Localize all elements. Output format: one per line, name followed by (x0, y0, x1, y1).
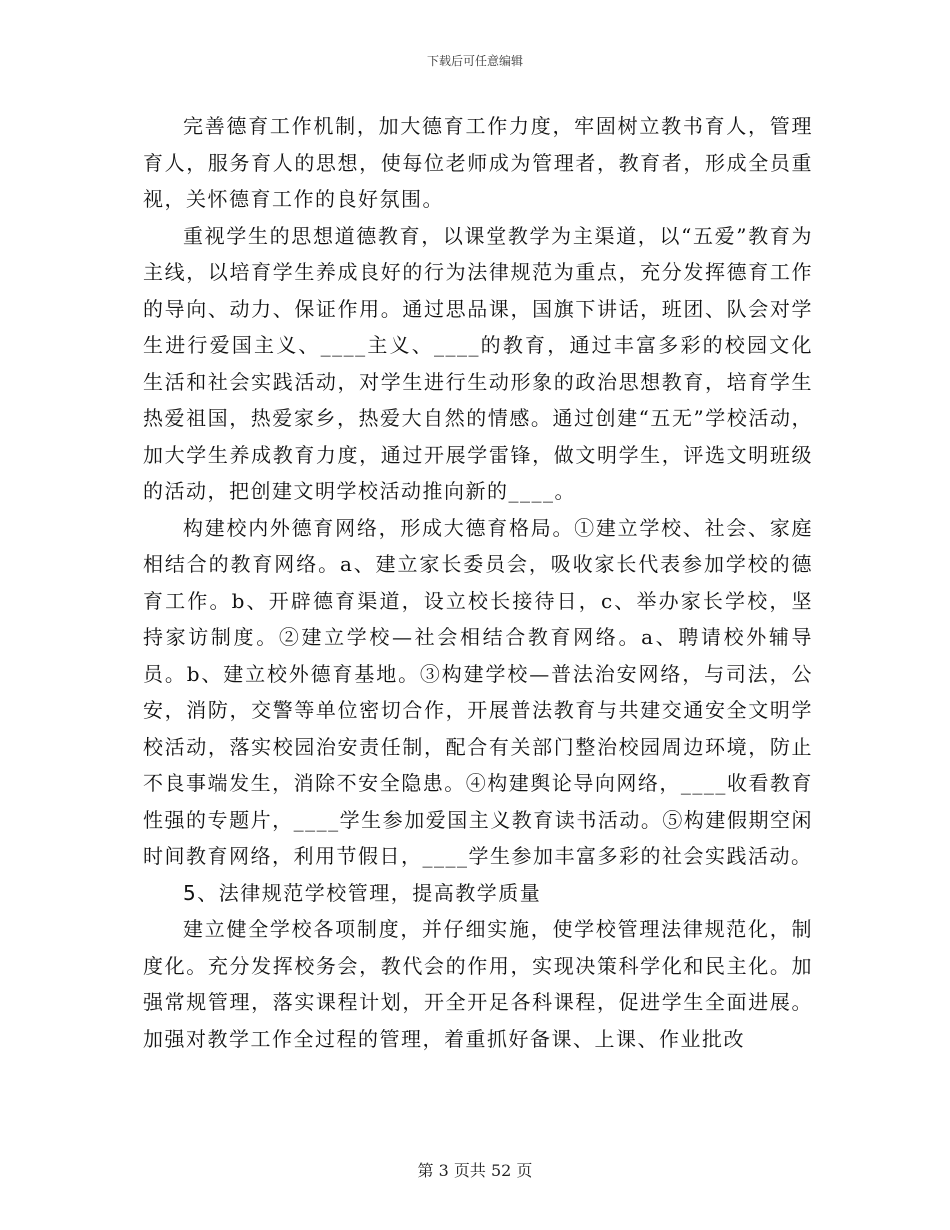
page-header: 下载后可任意编辑 (426, 54, 523, 68)
paragraph-moral-network: 构建校内外德育网络，形成大德育格局。①建立学校、社会、家庭相结合的教育网络。a、建立家长委员会，吸收家长代表参加学校的德育工作。b、开辟德育渠道，设立校长接待日，c、举办家长学校，坚持家访制度。②建立学校—社会相结合教育网络。a、聘请校外辅导员。b、建立校外德育基地。③构建学校—普法治安网络，与司法，公安，消防，交警等单位密切合作，开展普法教育与共建交通安全文明学校活动，落实校园治安责任制，配合有关部门整治校园周边环境，防止不良事端发生，消除不安全隐患。④构建舆论导向网络，____收看教育性强的专题片，____学生参加爱国主义教育读书活动。⑤构建假期空闲时间教育网络，利用节假日，____学生参加丰富多彩的社会实践活动。 (143, 515, 813, 868)
paragraph-moral-mechanism: 完善德育工作机制，加大德育工作力度，牢固树立教书育人，管理育人，服务育人的思想，使每位老师成为管理者，教育者，形成全员重视，关怀德育工作的良好氛围。 (143, 114, 813, 211)
section-heading-management: 5、法律规范学校管理，提高教学质量 (183, 880, 542, 905)
paragraph-moral-education: 重视学生的思想道德教育，以课堂教学为主渠道，以“五爱”教育为主线，以培育学生养成良好的行为法律规范为重点，充分发挥德育工作的导向、动力、保证作用。通过思品课，国旗下讲话，班团、队会对学生进行爱国主义、____主义、____的教育，通过丰富多彩的校园文化生活和社会实践活动，对学生进行生动形象的政治思想教育，培育学生热爱祖国，热爱家乡，热爱大自然的情感。通过创建“五无”学校活动，加大学生养成教育力度，通过开展学雷锋，做文明学生，评选文明班级的活动，把创建文明学校活动推向新的____。 (143, 223, 813, 503)
paragraph-school-management: 建立健全学校各项制度，并仔细实施，使学校管理法律规范化，制度化。充分发挥校务会，教代会的作用，实现决策科学化和民主化。加强常规管理，落实课程计划，开全开足各科课程，促进学生全面进展。加强对教学工作全过程的管理，着重抓好备课、上课、作业批改 (143, 917, 813, 1051)
document-body (143, 108, 813, 1057)
page-footer: 第 3 页共 52 页 (417, 1161, 533, 1180)
